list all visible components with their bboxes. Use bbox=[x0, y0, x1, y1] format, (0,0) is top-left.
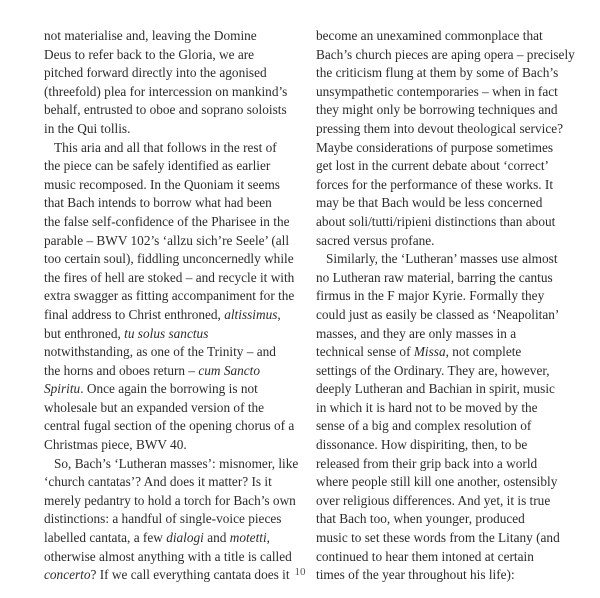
text-line bbox=[44, 83, 306, 102]
text-line bbox=[44, 269, 306, 288]
text-line bbox=[316, 269, 578, 288]
text-run: the piece can be safely identified as earlier bbox=[44, 158, 271, 174]
text-line bbox=[44, 417, 306, 436]
text-line bbox=[44, 529, 306, 548]
italic-text: altissimus bbox=[224, 306, 278, 322]
text-run: that Bach too, when younger, produced bbox=[316, 511, 525, 527]
text-line bbox=[44, 492, 306, 511]
text-run: Similarly, the ‘Lutheran’ masses use almost bbox=[326, 251, 558, 267]
text-line bbox=[316, 473, 578, 492]
text-line bbox=[44, 64, 306, 83]
text-run: behalf, entrusted to oboe and soprano soloists bbox=[44, 102, 287, 118]
text-line bbox=[316, 83, 578, 102]
text-line bbox=[44, 176, 306, 195]
italic-text: cum Sancto bbox=[198, 362, 261, 378]
text-line bbox=[44, 287, 306, 306]
text-line bbox=[44, 399, 306, 418]
text-line bbox=[44, 120, 306, 139]
text-run: So, Bach’s ‘Lutheran masses’: misnomer, like bbox=[54, 455, 299, 471]
right-column bbox=[316, 27, 578, 585]
text-line bbox=[316, 455, 578, 474]
text-run: dissonance. How dispiriting, then, to be bbox=[316, 437, 528, 453]
text-line bbox=[44, 436, 306, 455]
text-run: wholesale but an expanded version of the bbox=[44, 399, 265, 415]
text-run: in the Qui tollis. bbox=[44, 120, 131, 136]
text-run: , bbox=[277, 306, 281, 322]
text-run: where people still kill one another, ostensibly bbox=[316, 474, 558, 490]
text-run: and bbox=[203, 530, 230, 546]
text-line bbox=[316, 194, 578, 213]
text-run: pressing them into devout theological service? bbox=[316, 120, 564, 136]
text-line bbox=[316, 343, 578, 362]
text-run: merely pedantry to hold a torch for Bach’s own bbox=[44, 492, 296, 508]
italic-text: Spiritu bbox=[44, 381, 81, 397]
text-line bbox=[44, 194, 306, 213]
text-run: ‘church cantatas’? And does it matter? Is it bbox=[44, 474, 272, 490]
text-run: Christmas piece, BWV 40. bbox=[44, 437, 187, 453]
text-run: masses, and they are only masses in a bbox=[316, 325, 517, 341]
text-line bbox=[316, 213, 578, 232]
text-run: continued to hear them intoned at certain bbox=[316, 548, 534, 564]
text-run: technical sense of bbox=[316, 344, 414, 360]
text-line bbox=[316, 380, 578, 399]
text-run: times of the year throughout his life): bbox=[316, 567, 515, 583]
text-run: not materialise and, leaving the Domine bbox=[44, 28, 257, 43]
text-line bbox=[316, 232, 578, 251]
text-run: may be that Bach would be less concerned bbox=[316, 195, 543, 211]
text-run: parable – BWV 102’s ‘allzu sich’re Seele’ (all bbox=[44, 232, 290, 248]
text-line bbox=[44, 510, 306, 529]
text-run: become an unexamined commonplace that bbox=[316, 28, 543, 43]
text-run: distinctions: a handful of single-voice pieces bbox=[44, 511, 282, 527]
text-run: that Bach intends to borrow what had been bbox=[44, 195, 272, 211]
text-line bbox=[44, 325, 306, 344]
italic-text: tu solus sanctus bbox=[124, 325, 209, 341]
text-run: could just as easily be classed as ‘Neapolitan’ bbox=[316, 306, 560, 322]
text-line bbox=[316, 101, 578, 120]
text-line bbox=[44, 473, 306, 492]
text-line bbox=[316, 250, 578, 269]
text-run: music recomposed. In the Quoniam it seems bbox=[44, 176, 280, 192]
text-line bbox=[316, 176, 578, 195]
italic-text: Missa bbox=[413, 344, 446, 360]
italic-text: dialogi bbox=[166, 530, 204, 546]
text-run: otherwise almost anything with a title is called bbox=[44, 548, 292, 564]
text-run: This aria and all that follows in the rest of bbox=[54, 139, 277, 155]
text-run: no Lutheran raw material, barring the cantus bbox=[316, 269, 553, 285]
text-run: music to set these words from the Litany (and bbox=[316, 530, 560, 546]
text-run: the horns and oboes return – bbox=[44, 362, 199, 378]
text-run: get lost in the current debate about ‘correct’ bbox=[316, 158, 549, 174]
text-line bbox=[316, 529, 578, 548]
text-line bbox=[316, 27, 578, 46]
text-line bbox=[44, 548, 306, 567]
text-run: the criticism flung at them by some of Bach’s bbox=[316, 65, 559, 81]
italic-text: motetti bbox=[229, 530, 267, 546]
text-run: over religious differences. And yet, it is true bbox=[316, 492, 551, 508]
text-run: about soli/tutti/ripieni distinctions than about bbox=[316, 213, 556, 229]
text-run: extra swagger as fitting accompaniment for the bbox=[44, 288, 295, 304]
text-run: deeply Lutheran and Bachian in spirit, music bbox=[316, 381, 555, 397]
text-line bbox=[44, 380, 306, 399]
text-line bbox=[316, 157, 578, 176]
text-line bbox=[316, 46, 578, 65]
page-number: 10 bbox=[294, 566, 306, 578]
text-line bbox=[44, 455, 306, 474]
text-line bbox=[44, 306, 306, 325]
text-line bbox=[316, 510, 578, 529]
text-line bbox=[316, 436, 578, 455]
text-run: final address to Christ enthroned, bbox=[44, 306, 225, 322]
text-run: sacred versus profane. bbox=[316, 232, 435, 248]
text-run: sense of a big and complex resolution of bbox=[316, 418, 532, 434]
text-run: , bbox=[266, 530, 270, 546]
text-run: unsympathetic contemporaries – when in fact bbox=[316, 83, 558, 99]
text-line bbox=[44, 343, 306, 362]
text-line bbox=[44, 101, 306, 120]
text-run: notwithstanding, as one of the Trinity – and bbox=[44, 344, 276, 360]
text-line bbox=[44, 27, 306, 46]
text-line bbox=[44, 213, 306, 232]
text-run: Maybe considerations of purpose sometimes bbox=[316, 139, 554, 155]
text-line bbox=[44, 46, 306, 65]
text-run: pitched forward directly into the agonised bbox=[44, 65, 267, 81]
text-line bbox=[316, 139, 578, 158]
text-line bbox=[316, 399, 578, 418]
text-line bbox=[316, 64, 578, 83]
text-run: firmus in the F major Kyrie. Formally they bbox=[316, 288, 545, 304]
text-run: too certain soul), fiddling unconcernedly while bbox=[44, 251, 294, 267]
text-line bbox=[316, 287, 578, 306]
text-run: . Once again the borrowing is not bbox=[80, 381, 258, 397]
text-run: central fugal section of the opening chorus of a bbox=[44, 418, 295, 434]
text-line bbox=[44, 139, 306, 158]
text-line bbox=[44, 362, 306, 381]
text-run: Bach’s church pieces are aping opera – precisely bbox=[316, 46, 575, 62]
text-line bbox=[44, 232, 306, 251]
text-run: Deus to refer back to the Gloria, we are bbox=[44, 46, 255, 62]
text-line bbox=[316, 325, 578, 344]
text-line bbox=[316, 548, 578, 567]
text-line bbox=[316, 362, 578, 381]
text-run: released from their grip back into a world bbox=[316, 455, 538, 471]
text-line bbox=[316, 120, 578, 139]
text-line bbox=[316, 306, 578, 325]
text-run: (threefold) plea for intercession on mankind’s bbox=[44, 83, 288, 99]
text-run: but enthroned, bbox=[44, 325, 125, 341]
text-run: in which it is hard not to be moved by the bbox=[316, 399, 538, 415]
text-run: , not complete bbox=[445, 344, 522, 360]
text-line bbox=[44, 250, 306, 269]
text-run: labelled cantata, a few bbox=[44, 530, 167, 546]
text-line bbox=[316, 417, 578, 436]
text-run: they might only be borrowing techniques and bbox=[316, 102, 558, 118]
text-run: ? If we call everything cantata does it bbox=[90, 567, 290, 583]
text-line bbox=[316, 492, 578, 511]
left-column bbox=[44, 27, 306, 585]
text-run: settings of the Ordinary. They are, however, bbox=[316, 362, 550, 378]
text-line bbox=[44, 157, 306, 176]
italic-text: concerto bbox=[44, 567, 91, 583]
text-run: forces for the performance of these works. It bbox=[316, 176, 554, 192]
text-run: the false self-confidence of the Pharisee in the bbox=[44, 213, 290, 229]
text-run: the fires of hell are stoked – and recycle it with bbox=[44, 269, 295, 285]
